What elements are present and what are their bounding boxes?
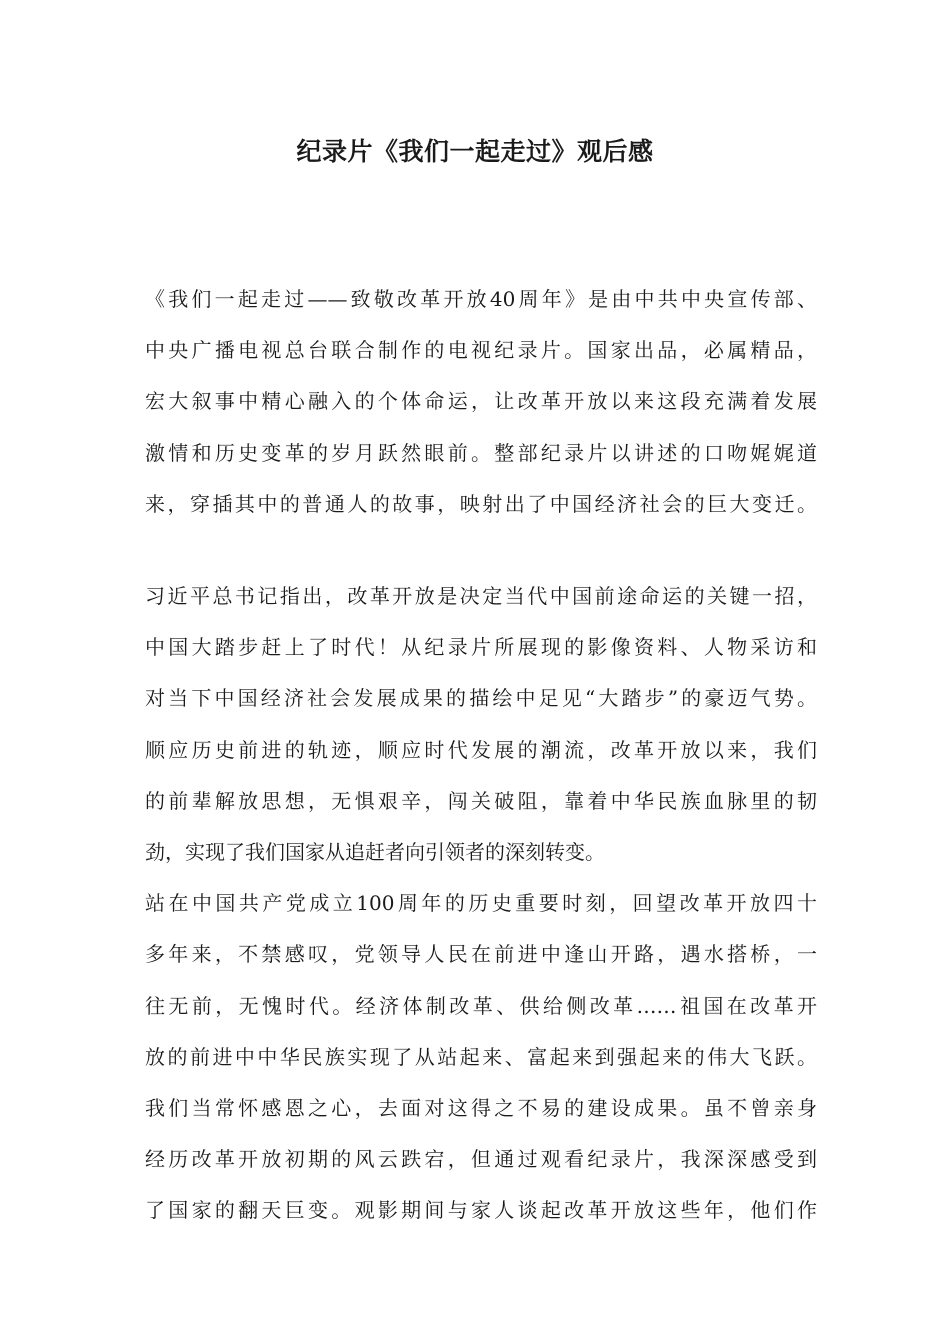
paragraph-line: 经历改革开放初期的风云跌宕，但通过观看纪录片，我深深感受到 xyxy=(145,1147,817,1172)
paragraph-line: 习近平总书记指出，改革开放是决定当代中国前途命运的关键一招， xyxy=(145,584,817,608)
paragraph-line: 中国大踏步赶上了时代！从纪录片所展现的影像资料、人物采访和 xyxy=(145,635,817,660)
paragraph-line: 站在中国共产党成立100周年的历史重要时刻，回望改革开放四十 xyxy=(145,891,817,916)
paragraph-line: 劲，实现了我们国家从追赶者向引领者的深刻转变。 xyxy=(145,839,605,864)
paragraph-line: 了国家的翻天巨变。观影期间与家人谈起改革开放这些年，他们作 xyxy=(145,1198,817,1223)
paragraph-line: 我们当常怀感恩之心，去面对这得之不易的建设成果。虽不曾亲身 xyxy=(145,1095,817,1120)
paragraph-line: 对当下中国经济社会发展成果的描绘中足见“大踏步”的豪迈气势。 xyxy=(145,686,817,711)
paragraph-line: 宏大叙事中精心融入的个体命运，让改革开放以来这段充满着发展 xyxy=(145,389,817,414)
paragraph-line: 《我们一起走过——致敬改革开放40周年》是由中共中央宣传部、 xyxy=(145,287,817,311)
document-title: 纪录片《我们一起走过》观后感 xyxy=(296,137,654,166)
paragraph-line: 来，穿插其中的普通人的故事，映射出了中国经济社会的巨大变迁。 xyxy=(145,491,817,516)
paragraph-2 xyxy=(145,571,817,1236)
paragraph-line: 的前辈解放思想，无惧艰辛，闯关破阻，靠着中华民族血脉里的韧 xyxy=(145,788,817,813)
paragraph-line: 中央广播电视总台联合制作的电视纪录片。国家出品，必属精品， xyxy=(145,338,817,363)
paragraph-line: 激情和历史变革的岁月跃然眼前。整部纪录片以讲述的口吻娓娓道 xyxy=(145,440,817,465)
paragraph-line: 顺应历史前进的轨迹，顺应时代发展的潮流，改革开放以来，我们 xyxy=(145,737,817,762)
paragraph-line: 多年来，不禁感叹，党领导人民在前进中逢山开路，遇水搭桥，一 xyxy=(145,942,817,967)
paragraph-1 xyxy=(145,274,817,530)
paragraph-line: 放的前进中中华民族实现了从站起来、富起来到强起来的伟大飞跃。 xyxy=(145,1044,817,1069)
paragraph-line: 往无前，无愧时代。经济体制改革、供给侧改革……祖国在改革开 xyxy=(145,993,817,1018)
